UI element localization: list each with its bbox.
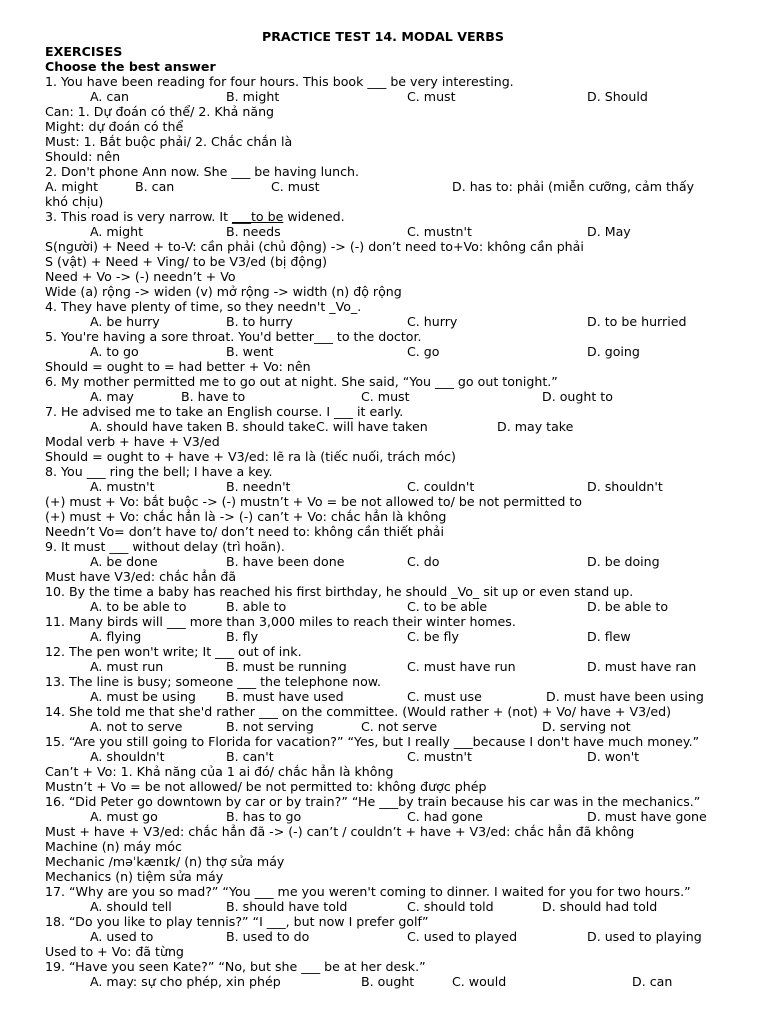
option: D. must have ran xyxy=(587,659,697,674)
note: Mechanic /məˈkænɪk/ (n) thợ sửa máy xyxy=(45,854,285,869)
option: B. able to xyxy=(226,599,287,614)
option: A. shouldn't xyxy=(90,749,165,764)
question-12: 12. The pen won't write; It ___ out of ink. xyxy=(45,644,302,659)
note: Machine (n) máy móc xyxy=(45,839,182,854)
option: B. went xyxy=(226,344,274,359)
option: A. mustn't xyxy=(90,479,155,494)
option: C. must have run xyxy=(407,659,516,674)
option: B. has to go xyxy=(226,809,302,824)
question-7: 7. He advised me to take an English course. I ___ it early. xyxy=(45,404,404,419)
option: B. not serving xyxy=(226,719,314,734)
option: C. do xyxy=(407,554,440,569)
option: A. to go xyxy=(90,344,139,359)
option: D. Should xyxy=(587,89,648,104)
option: D. ought to xyxy=(542,389,613,404)
option: A. may: sự cho phép, xin phép xyxy=(90,974,281,989)
option: A. might xyxy=(45,179,99,194)
note: Used to + Vo: đã từng xyxy=(45,944,184,959)
note: Can: 1. Dự đoán có thể/ 2. Khả năng xyxy=(45,104,275,119)
question-17: 17. “Why are you so mad?” “You ___ me you weren't coming to dinner. I waited for you for two hours.” xyxy=(45,884,691,899)
note: Must: 1. Bắt buộc phải/ 2. Chắc chắn là xyxy=(45,134,293,149)
option: C. will have taken xyxy=(316,419,428,434)
option-continued: khó chịu) xyxy=(45,194,104,209)
option: C. must use xyxy=(407,689,482,704)
option: A. should tell xyxy=(90,899,172,914)
note: Should = ought to = had better + Vo: nên xyxy=(45,359,311,374)
note: S(người) + Need + to-V: cần phải (chủ động) -> (-) don’t need to+Vo: không cần phải xyxy=(45,239,584,254)
option: D. used to playing xyxy=(587,929,702,944)
option: D. must have gone xyxy=(587,809,707,824)
question-10: 10. By the time a baby has reached his first birthday, he should _Vo_ sit up or even stand up. xyxy=(45,584,634,599)
option: B. might xyxy=(226,89,280,104)
question-2: 2. Don't phone Ann now. She ___ be having lunch. xyxy=(45,164,360,179)
question-18: 18. “Do you like to play tennis?” “I ___, but now I prefer golf” xyxy=(45,914,429,929)
option: D. serving not xyxy=(542,719,631,734)
option: C. mustn't xyxy=(407,224,472,239)
option: A. may xyxy=(90,389,134,404)
option: A. must go xyxy=(90,809,158,824)
option: C. must xyxy=(271,179,320,194)
option: D. won't xyxy=(587,749,640,764)
question-8: 8. You ___ ring the bell; I have a key. xyxy=(45,464,273,479)
question-3-answer: ___to be xyxy=(232,209,284,224)
option: B. used to do xyxy=(226,929,310,944)
note: Can’t + Vo: 1. Khả năng của 1 ai đó/ chắc hẳn là không xyxy=(45,764,394,779)
question-1: 1. You have been reading for four hours. This book ___ be very interesting. xyxy=(45,74,514,89)
note: Must + have + V3/ed: chắc hẳn đã -> (-) can’t / couldn’t + have + V3/ed: chắc hẳn đã không xyxy=(45,824,635,839)
question-3 xyxy=(45,209,345,224)
option: B. needn't xyxy=(226,479,291,494)
option: A. used to xyxy=(90,929,154,944)
note: Needn’t Vo= don’t have to/ don’t need to: không cần thiết phải xyxy=(45,524,445,539)
option: C. must xyxy=(407,89,456,104)
option: A. flying xyxy=(90,629,142,644)
option: B. must have used xyxy=(226,689,344,704)
note: Should: nên xyxy=(45,149,121,164)
option: B. to hurry xyxy=(226,314,293,329)
note: Need + Vo -> (-) needn’t + Vo xyxy=(45,269,236,284)
page-title: PRACTICE TEST 14. MODAL VERBS xyxy=(262,29,504,44)
question-6: 6. My mother permitted me to go out at night. She said, “You ___ go out tonight.” xyxy=(45,374,558,389)
option: B. have been done xyxy=(226,554,345,569)
option: A. should have taken xyxy=(90,419,223,434)
option: C. couldn't xyxy=(407,479,475,494)
option: C. go xyxy=(407,344,440,359)
option: D. can xyxy=(632,974,673,989)
option: B. should have told xyxy=(226,899,348,914)
option: C. mustn't xyxy=(407,749,472,764)
option: D. be able to xyxy=(587,599,669,614)
option: A. can xyxy=(90,89,130,104)
note: Wide (a) rộng -> widen (v) mở rộng -> width (n) độ rộng xyxy=(45,284,402,299)
option: B. can't xyxy=(226,749,274,764)
note: Should = ought to + have + V3/ed: lẽ ra là (tiếc nuối, trách móc) xyxy=(45,449,456,464)
option: D. has to: phải (miễn cưỡng, cảm thấy xyxy=(452,179,695,194)
option: D. to be hurried xyxy=(587,314,687,329)
option: D. should had told xyxy=(542,899,658,914)
note: Mechanics (n) tiệm sửa máy xyxy=(45,869,224,884)
note: Mustn’t + Vo = be not allowed/ be not permitted to: không được phép xyxy=(45,779,487,794)
option: A. be done xyxy=(90,554,158,569)
note: S (vật) + Need + Ving/ to be V3/ed (bị động) xyxy=(45,254,328,269)
option: D. flew xyxy=(587,629,631,644)
question-5: 5. You're having a sore throat. You'd better___ to the doctor. xyxy=(45,329,422,344)
option: D. be doing xyxy=(587,554,660,569)
option: C. should told xyxy=(407,899,494,914)
option: A. to be able to xyxy=(90,599,187,614)
option: D. shouldn't xyxy=(587,479,663,494)
option: D. May xyxy=(587,224,631,239)
option: C. must xyxy=(361,389,410,404)
note: Modal verb + have + V3/ed xyxy=(45,434,220,449)
question-15: 15. “Are you still going to Florida for vacation?” “Yes, but I really ___because I don't have much money.” xyxy=(45,734,700,749)
option: C. hurry xyxy=(407,314,458,329)
question-13: 13. The line is busy; someone ___ the telephone now. xyxy=(45,674,381,689)
note: (+) must + Vo: bắt buộc -> (-) mustn’t + Vo = be not allowed to/ be not permitted to xyxy=(45,494,582,509)
option: B. fly xyxy=(226,629,259,644)
question-11: 11. Many birds will ___ more than 3,000 miles to reach their winter homes. xyxy=(45,614,516,629)
option: B. must be running xyxy=(226,659,347,674)
option: C. had gone xyxy=(407,809,483,824)
option: A. might xyxy=(90,224,144,239)
option: A. must run xyxy=(90,659,164,674)
option: B. should take xyxy=(226,419,316,434)
note: (+) must + Vo: chắc hẳn là -> (-) can’t + Vo: chắc hẳn là không xyxy=(45,509,447,524)
option: A. be hurry xyxy=(90,314,160,329)
option: B. can xyxy=(135,179,175,194)
option: C. not serve xyxy=(361,719,438,734)
question-19: 19. “Have you seen Kate?” “No, but she ___ be at her desk.” xyxy=(45,959,426,974)
question-14: 14. She told me that she'd rather ___ on the committee. (Would rather + (not) + Vo/ have + V3/ed) xyxy=(45,704,671,719)
option: C. be fly xyxy=(407,629,459,644)
option: D. may take xyxy=(497,419,574,434)
option: A. must be using xyxy=(90,689,196,704)
question-4: 4. They have plenty of time, so they needn't _Vo_. xyxy=(45,299,362,314)
note: Might: dự đoán có thể xyxy=(45,119,184,134)
question-3-text: 3. This road is very narrow. It xyxy=(45,209,233,224)
option: B. needs xyxy=(226,224,281,239)
option: B. ought xyxy=(361,974,415,989)
question-9: 9. It must ___ without delay (trì hoãn). xyxy=(45,539,285,554)
option: D. going xyxy=(587,344,640,359)
option: B. have to xyxy=(181,389,246,404)
option: C. to be able xyxy=(407,599,488,614)
section-heading: EXERCISES xyxy=(45,44,123,59)
note: Must have V3/ed: chắc hẳn đã xyxy=(45,569,237,584)
option: C. would xyxy=(452,974,507,989)
question-16: 16. “Did Peter go downtown by car or by train?” “He ___by train because his car was in the mechanics.” xyxy=(45,794,701,809)
option: A. not to serve xyxy=(90,719,183,734)
question-3-text-end: widened. xyxy=(283,209,345,224)
option: C. used to played xyxy=(407,929,518,944)
option: D. must have been using xyxy=(546,689,704,704)
section-subheading: Choose the best answer xyxy=(45,59,216,74)
